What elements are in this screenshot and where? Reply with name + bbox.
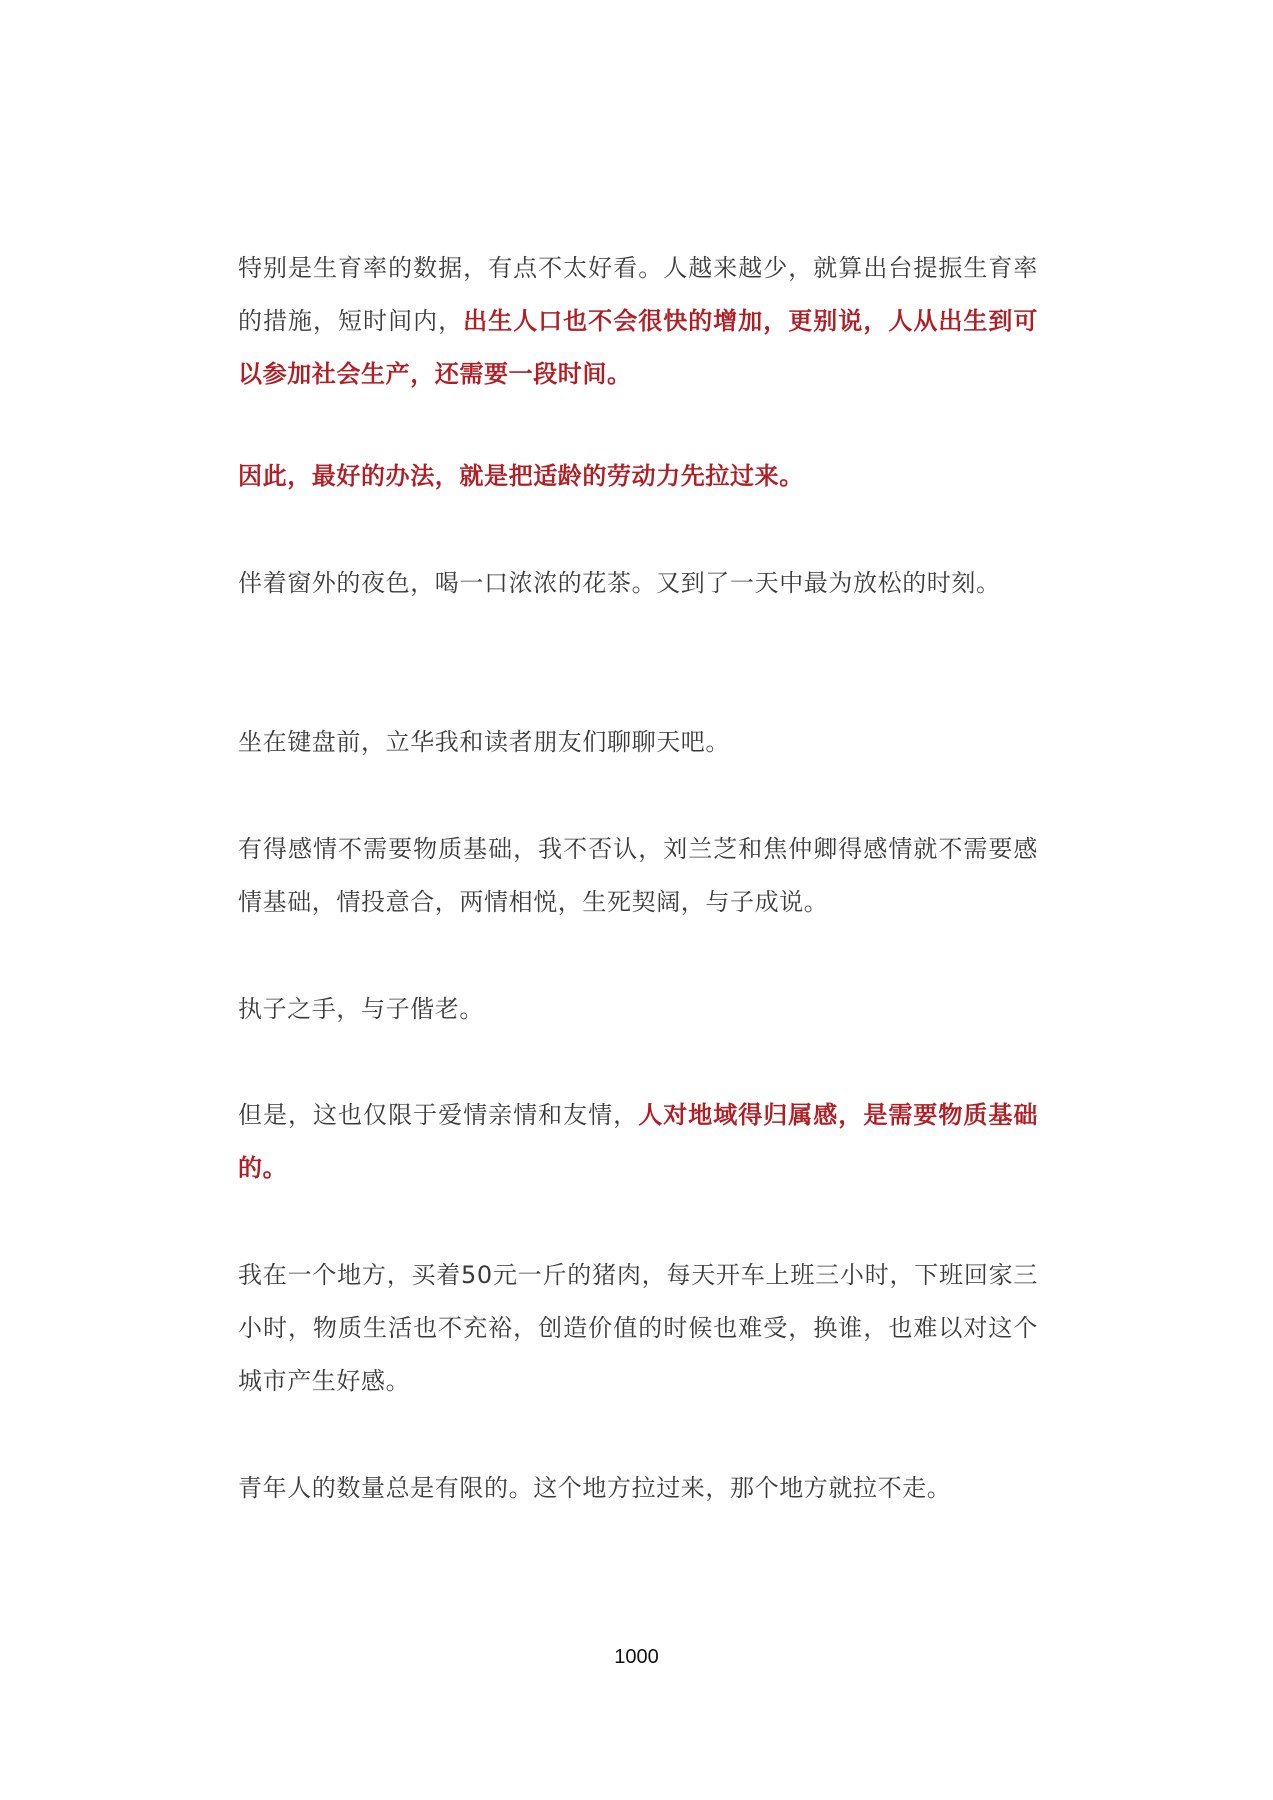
paragraph-text: 青年人的数量总是有限的。这个地方拉过来，那个地方就拉不走。 [238,1474,952,1502]
paragraph-text: 我在一个地方，买着50元一斤的猪肉，每天开车上班三小时，下班回家三小时，物质生活也不充裕，创造价值的时候也难受，换谁，也难以对这个城市产生好感。 [238,1261,1038,1395]
paragraph-text: 伴着窗外的夜色，喝一口浓浓的花茶。又到了一天中最为放松的时刻。 [238,569,1001,597]
paragraph-city-life [238,1249,1038,1408]
paragraph-text: 执子之手，与子偕老。 [238,995,484,1023]
paragraph-hand-in-hand [238,983,1038,1036]
paragraph-night-tea [238,557,1038,610]
paragraph-text: 但是，这也仅限于爱情亲情和友情， [238,1101,639,1129]
paragraph-best-method [238,450,1038,503]
paragraph-birth-rate [238,242,1038,401]
paragraph-text: 特别是生育率的数据，有点不太好看。人越来越少，就算出台提振生育率的措施，短时间内， [238,254,1038,335]
page-number: 1000 [614,1646,659,1668]
highlighted-text: 人对地域得归属感，是需要物质基础的。 [238,1101,1038,1182]
paragraph-keyboard [238,716,1038,769]
highlighted-text: 因此，最好的办法，就是把适龄的劳动力先拉过来。 [238,462,804,490]
paragraph-text: 坐在键盘前，立华我和读者朋友们聊聊天吧。 [238,728,730,756]
paragraph-emotion [238,823,1038,929]
paragraph-young-people [238,1462,1038,1515]
highlighted-text: 出生人口也不会很快的增加，更别说，人从出生到可以参加社会生产，还需要一段时间。 [238,307,1038,388]
paragraph-belonging [238,1089,1038,1195]
paragraph-text: 有得感情不需要物质基础，我不否认，刘兰芝和焦仲卿得感情就不需要感情基础，情投意合，两情相悦，生死契阔，与子成说。 [238,835,1038,916]
